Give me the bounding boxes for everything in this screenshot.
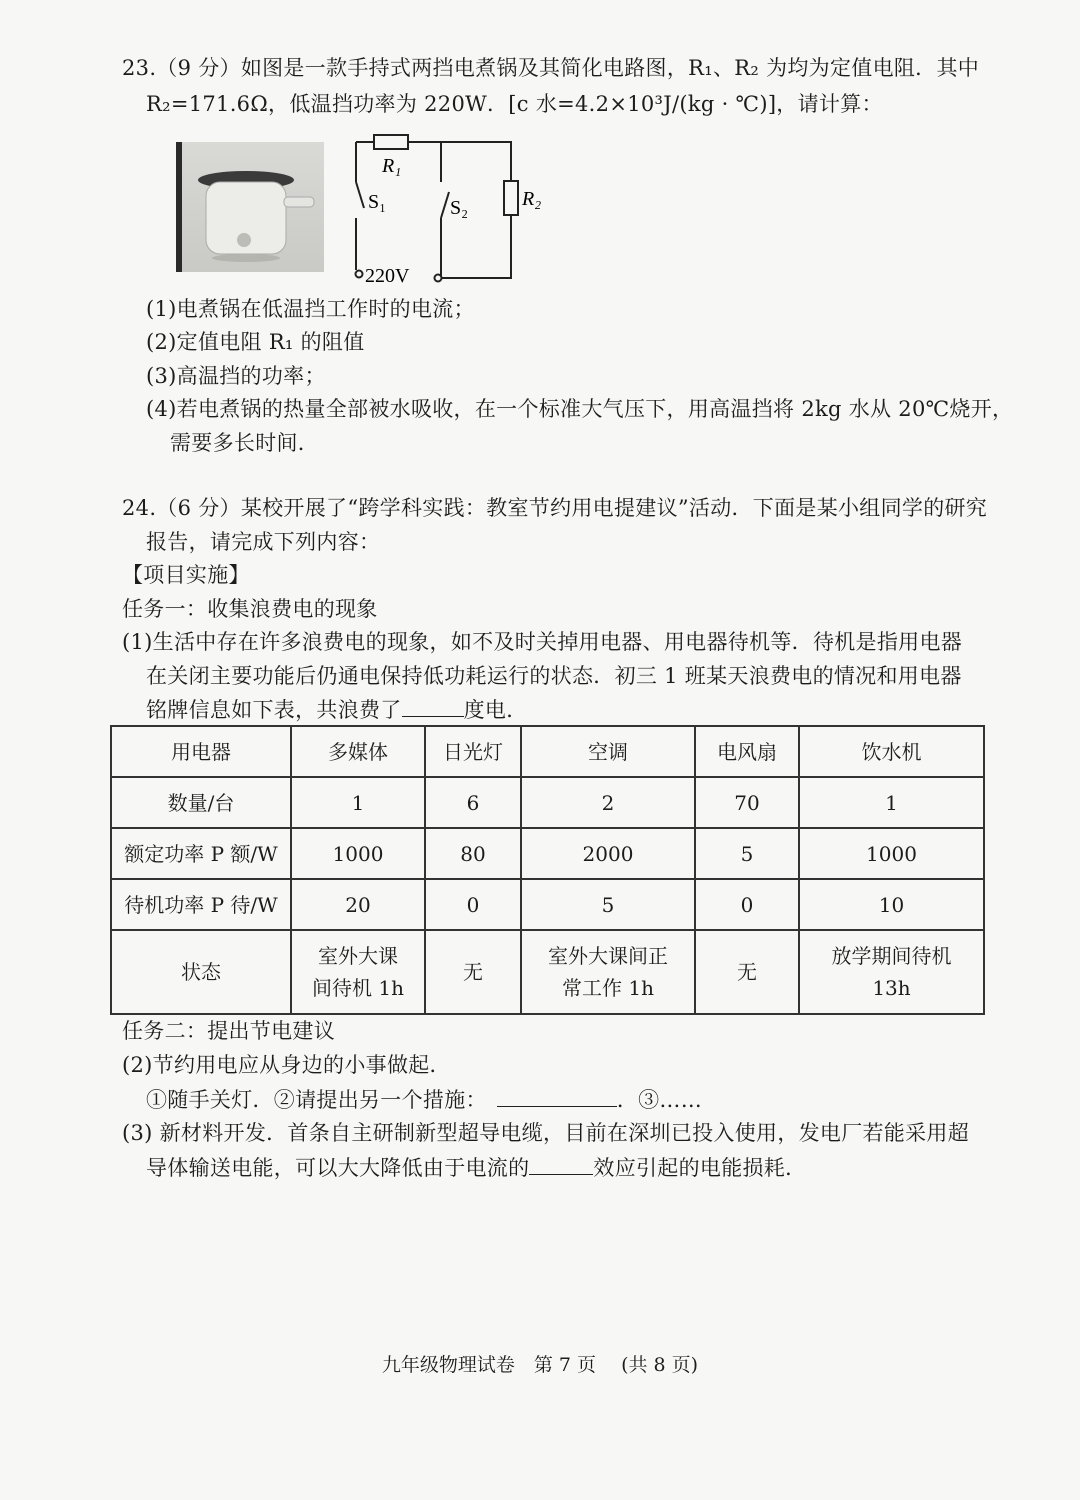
q24-p1a: (1)生活中存在许多浪费电的现象，如不及时关掉用电器、用电器待机等．待机是指用电器	[122, 630, 963, 654]
table-header: 日光灯	[425, 726, 521, 777]
q24-p3b	[146, 1152, 806, 1183]
table-cell: 70	[695, 777, 799, 828]
table-cell: 数量/台	[111, 777, 291, 828]
p1c-prefix: 铭牌信息如下表，共浪费了	[146, 698, 402, 722]
table-cell: 80	[425, 828, 521, 879]
table-row	[111, 828, 984, 879]
page-footer: 九年级物理试卷 第 7 页 (共 8 页)	[381, 1354, 699, 1376]
table-cell: 20	[291, 879, 425, 930]
q24-p2b	[146, 1084, 702, 1115]
table-cell: 1000	[291, 828, 425, 879]
answer-blank-1[interactable]	[402, 694, 464, 717]
q23-sub4a: (4)若电煮锅的热量全部被水吸收，在一个标准大气压下，用高温挡将 2kg 水从 20℃烧开，	[146, 397, 1014, 421]
s1-label: S₁	[368, 191, 387, 213]
q24-p1c	[146, 694, 528, 725]
table-cell: 5	[695, 828, 799, 879]
table-cell: 1000	[799, 828, 984, 879]
table-row	[111, 879, 984, 930]
table-header: 用电器	[111, 726, 291, 777]
table-cell: 0	[425, 879, 521, 930]
table-cell: 额定功率 P 额/W	[111, 828, 291, 879]
p3b-prefix: 导体输送电能，可以大大降低由于电流的	[146, 1156, 530, 1180]
table-cell: 1	[291, 777, 425, 828]
electric-cooker-photo	[176, 142, 324, 272]
task1-heading: 任务一：收集浪费电的现象	[122, 597, 378, 621]
table-header: 电风扇	[695, 726, 799, 777]
task2-heading: 任务二：提出节电建议	[122, 1019, 335, 1043]
table-header: 多媒体	[291, 726, 425, 777]
s2-label: S₂	[450, 197, 469, 219]
table-cell: 5	[521, 879, 695, 930]
p2b-prefix: ①随手关灯．②请提出另一个措施：	[146, 1088, 487, 1112]
q24-line2: 报告，请完成下列内容：	[146, 530, 381, 554]
table-row	[111, 777, 984, 828]
voltage-label: 220V	[365, 265, 410, 287]
table-cell: 2000	[521, 828, 695, 879]
table-header-row	[111, 726, 984, 777]
table-row-status	[111, 930, 984, 1014]
table-cell: 6	[425, 777, 521, 828]
table-cell: 无	[425, 930, 521, 1014]
table-cell: 状态	[111, 930, 291, 1014]
r1-label: R₁	[382, 155, 402, 177]
answer-blank-2[interactable]	[497, 1084, 617, 1107]
table-cell: 无	[695, 930, 799, 1014]
appliance-table	[110, 725, 985, 1015]
table-header: 空调	[521, 726, 695, 777]
table-header: 饮水机	[799, 726, 984, 777]
p2b-suffix: ．③……	[616, 1088, 703, 1112]
q24-p1b: 在关闭主要功能后仍通电保持低功耗运行的状态．初三 1 班某天浪费电的情况和用电器	[146, 664, 962, 688]
p3b-suffix: 效应引起的电能损耗．	[593, 1156, 807, 1180]
figure-row	[170, 128, 570, 288]
table-cell: 待机功率 P 待/W	[111, 879, 291, 930]
table-cell: 室外大课间正 常工作 1h	[521, 930, 695, 1014]
table-cell: 10	[799, 879, 984, 930]
q24-p2: (2)节约用电应从身边的小事做起．	[122, 1053, 451, 1077]
q23-line1: 23.（9 分）如图是一款手持式两挡电煮锅及其简化电路图，R₁、R₂ 为均为定值电阻．其中	[122, 56, 980, 80]
table-cell: 2	[521, 777, 695, 828]
q23-sub2: (2)定值电阻 R₁ 的阻值	[146, 330, 365, 354]
q23-sub4b: 需要多长时间．	[170, 431, 320, 455]
table-cell: 放学期间待机 13h	[799, 930, 984, 1014]
table-cell: 0	[695, 879, 799, 930]
q23-sub3: (3)高温挡的功率；	[146, 364, 326, 388]
project-heading: 【项目实施】	[122, 563, 250, 587]
table-cell: 1	[799, 777, 984, 828]
q24-line1: 24.（6 分）某校开展了“跨学科实践：教室节约用电提建议”活动．下面是某小组同学的研究	[122, 496, 988, 520]
q24-p3a: (3) 新材料开发．首条自主研制新型超导电缆，目前在深圳已投入使用，发电厂若能采用超	[122, 1121, 970, 1145]
p1c-suffix: 度电．	[463, 698, 528, 722]
table-cell: 室外大课 间待机 1h	[291, 930, 425, 1014]
q23-line2: R₂=171.6Ω，低温挡功率为 220W．[c 水=4.2×10³J/(kg · ℃)]，请计算：	[146, 92, 883, 116]
r2-label: R₂	[522, 188, 542, 210]
circuit-diagram	[346, 128, 576, 288]
q23-sub1: (1)电煮锅在低温挡工作时的电流；	[146, 297, 475, 321]
answer-blank-3[interactable]	[529, 1152, 593, 1175]
